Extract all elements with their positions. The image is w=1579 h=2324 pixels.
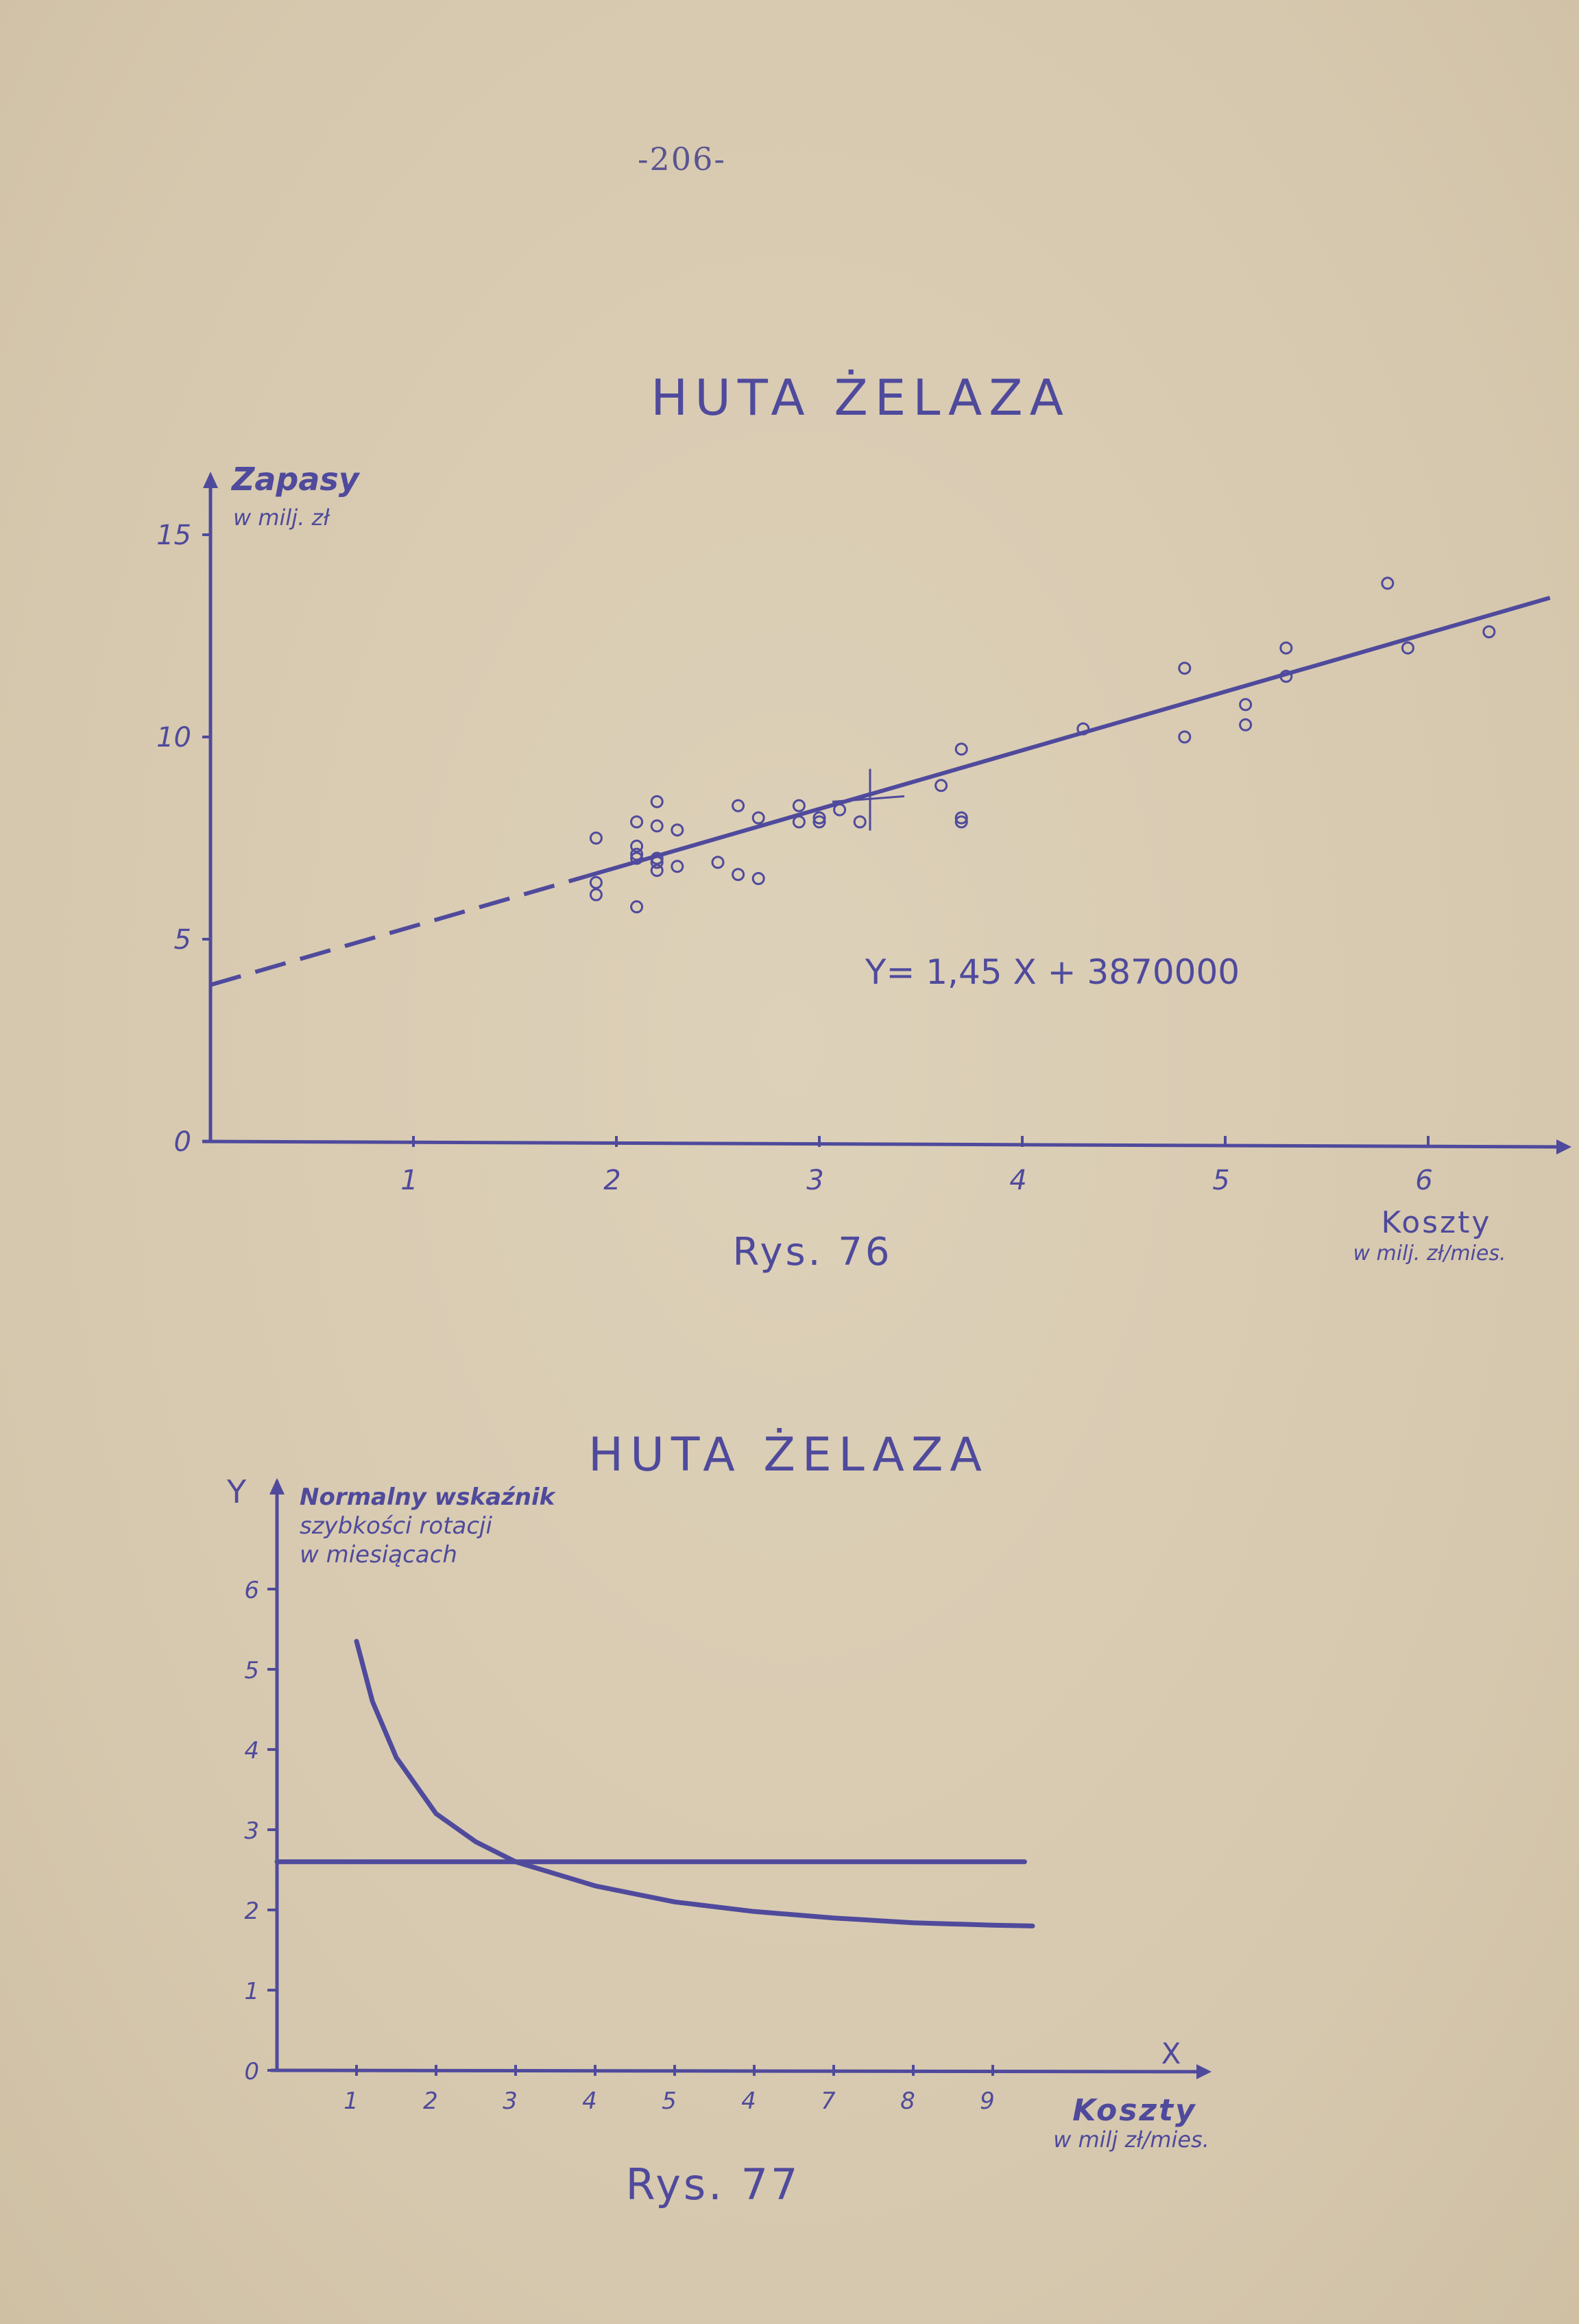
chart1-point [1402, 642, 1413, 653]
chart1-point [1240, 699, 1251, 710]
chart-rys76 [156, 369, 1571, 1274]
chart1-mean-cross-h [832, 797, 904, 802]
chart1-x-tick-label: 2 [603, 1165, 621, 1196]
chart2-y-arrow [269, 1478, 285, 1494]
chart2-ylabel-2: szybkości rotacji [300, 1512, 492, 1540]
chart1-ylabel-2: w milj. zł [233, 505, 330, 531]
chart1-point [753, 812, 764, 823]
chart1-point [590, 889, 601, 900]
chart1-point [712, 857, 723, 868]
chart1-ticks [156, 520, 1433, 1196]
chart2-y-tick-label: 0 [244, 2058, 259, 2085]
chart2-title: HUTA ŻELAZA [588, 1428, 989, 1482]
chart1-x-tick-label: 5 [1212, 1165, 1230, 1196]
chart2-y-tick-label: 3 [244, 1817, 259, 1845]
chart1-regression-line [586, 598, 1550, 876]
chart1-point [1382, 578, 1393, 589]
chart1-x-arrow [1556, 1139, 1571, 1154]
chart1-y-tick-label: 15 [156, 520, 191, 551]
chart2-x-arrow [1196, 2064, 1212, 2079]
chart2-ylabel-1: Normalny wskaźnik [300, 1484, 555, 1511]
chart1-point [1240, 719, 1251, 730]
chart2-xlabel-1: Koszty [1072, 2093, 1197, 2128]
chart1-x-tick-label: 4 [1009, 1165, 1027, 1196]
chart1-point [793, 816, 804, 827]
chart2-y-tick-label: 5 [244, 1657, 259, 1684]
chart1-point [631, 816, 642, 827]
chart1-point [672, 861, 683, 872]
chart1-x-axis [202, 1141, 1567, 1147]
chart1-point [651, 821, 662, 832]
chart1-point [834, 804, 845, 815]
chart1-point [1281, 642, 1292, 653]
chart1-point [1484, 627, 1495, 638]
chart1-regression-dashed [210, 876, 586, 984]
chart1-xlabel-1: Koszty [1381, 1205, 1492, 1240]
chart1-ylabel-1: Zapasy [232, 461, 359, 498]
chart1-point [651, 796, 662, 807]
chart2-y-tick-label: 6 [244, 1577, 259, 1604]
chart1-y-tick-label: 10 [156, 722, 191, 753]
chart1-caption: Rys. 76 [732, 1230, 893, 1274]
chart2-x-letter: X [1161, 2037, 1181, 2070]
chart2-x-tick-label: 1 [343, 2087, 359, 2115]
chart2-x-tick-label: 7 [821, 2087, 836, 2115]
chart1-y-tick-label: 0 [173, 1126, 191, 1158]
chart2-x-tick-label: 8 [900, 2087, 915, 2115]
chart2-ticks [244, 1577, 994, 2115]
chart1-point [631, 901, 642, 912]
chart1-xlabel-2: w milj. zł/mies. [1353, 1242, 1506, 1266]
chart1-point [1179, 731, 1190, 742]
chart1-y-arrow [203, 472, 218, 488]
chart2-ylabel-3: w miesiącach [300, 1541, 457, 1569]
chart1-point [753, 873, 764, 884]
chart2-x-tick-label: 3 [503, 2087, 518, 2115]
chart2-curve [357, 1641, 1033, 1926]
chart1-x-tick-label: 1 [400, 1165, 418, 1196]
chart1-x-tick-label: 6 [1415, 1165, 1433, 1196]
chart1-point [854, 816, 865, 827]
chart1-title: HUTA ŻELAZA [651, 369, 1070, 426]
page-number: -206- [638, 141, 726, 178]
chart1-point [1179, 663, 1190, 674]
chart1-point [590, 877, 601, 888]
chart-rys77 [226, 1428, 1212, 2210]
chart1-equation: Y= 1,45 X + 3870000 [865, 952, 1240, 992]
chart2-caption: Rys. 77 [625, 2159, 801, 2210]
chart1-point [590, 833, 601, 844]
chart1-x-tick-label: 3 [806, 1165, 824, 1196]
chart2-y-letter: Y [226, 1473, 247, 1510]
chart1-point [733, 800, 744, 811]
chart2-x-tick-label: 5 [662, 2087, 677, 2115]
chart1-marks [210, 578, 1550, 985]
chart1-point [793, 800, 804, 811]
chart2-y-tick-label: 1 [244, 1978, 259, 2005]
chart2-xlabel-2: w milj zł/mies. [1053, 2127, 1209, 2153]
chart2-y-tick-label: 4 [244, 1737, 259, 1765]
chart2-x-tick-label: 4 [741, 2087, 756, 2115]
chart2-x-tick-label: 2 [423, 2087, 438, 2115]
chart2-x-tick-label: 9 [980, 2087, 995, 2115]
chart2-x-tick-label: 4 [582, 2087, 597, 2115]
chart2-y-tick-label: 2 [244, 1898, 259, 1925]
chart1-point [672, 825, 683, 836]
chart1-y-tick-label: 5 [173, 924, 191, 956]
chart1-point [651, 865, 662, 876]
chart1-point [733, 869, 744, 880]
chart1-point [936, 780, 947, 791]
chart2-marks [277, 1641, 1033, 1926]
chart1-point [956, 744, 967, 755]
chart2-x-axis [271, 2070, 1207, 2072]
